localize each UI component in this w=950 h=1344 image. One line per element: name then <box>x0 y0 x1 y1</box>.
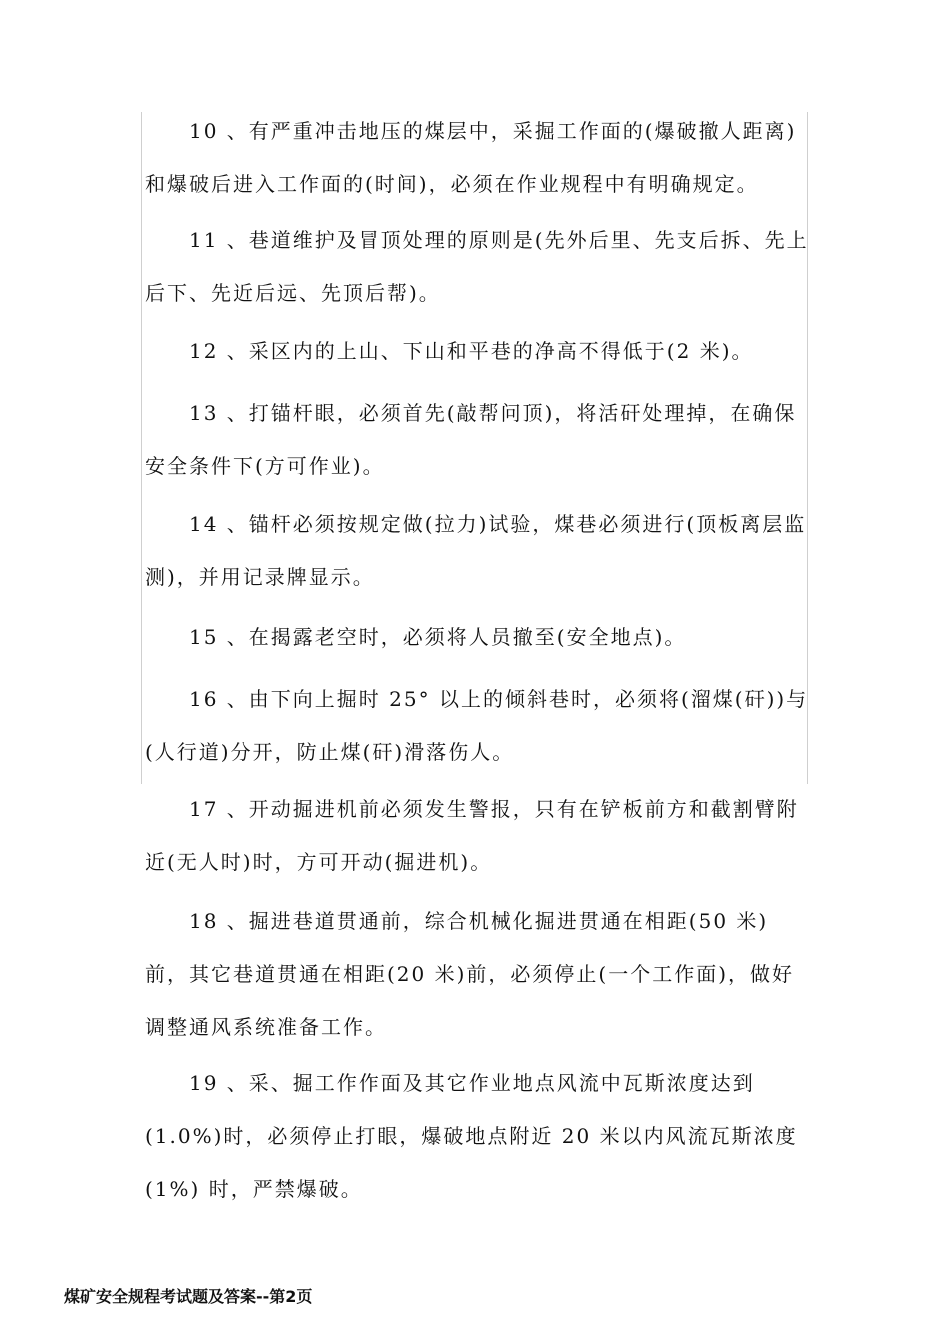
question-10: 10 、有严重冲击地压的煤层中，采掘工作面的(爆破撤人距离)和爆破后进入工作面的(时间)，必须在作业规程中有明确规定。 <box>145 119 797 196</box>
question-13: 13 、打锚杆眼，必须首先(敲帮问顶)，将活矸处理掉，在确保安全条件下(方可作业)。 <box>145 401 797 478</box>
question-19: 19 、采、掘工作作面及其它作业地点风流中瓦斯浓度达到(1.0%)时，必须停止打眼，爆破地点附近 20 米以内风流瓦斯浓度(1%) 时，严禁爆破。 <box>145 1071 798 1201</box>
page-footer: 煤矿安全规程考试题及答案--第2页 <box>64 1287 313 1306</box>
question-14: 14 、锚杆必须按规定做(拉力)试验，煤巷必须进行(顶板离层监测)，并用记录牌显示。 <box>145 512 807 589</box>
question-17: 17 、开动掘进机前必须发生警报，只有在铲板前方和截割臂附近(无人时)时，方可开动(掘进机)。 <box>145 797 799 874</box>
question-16: 16 、由下向上掘时 25° 以上的倾斜巷时，必须将(溜煤(矸))与(人行道)分开，防止煤(矸)滑落伤人。 <box>145 687 809 764</box>
frame-border-left <box>141 112 142 784</box>
question-15: 15 、在揭露老空时，必须将人员撤至(安全地点)。 <box>189 625 687 649</box>
question-18: 18 、掘进巷道贯通前，综合机械化掘进贯通在相距(50 米)前，其它巷道贯通在相距(20 米)前，必须停止(一个工作面)，做好调整通风系统准备工作。 <box>145 909 795 1039</box>
question-12: 12 、采区内的上山、下山和平巷的净高不得低于(2 米)。 <box>189 339 754 363</box>
question-11: 11 、巷道维护及冒顶处理的原则是(先外后里、先支后拆、先上后下、先近后远、先顶后帮)。 <box>145 228 809 305</box>
